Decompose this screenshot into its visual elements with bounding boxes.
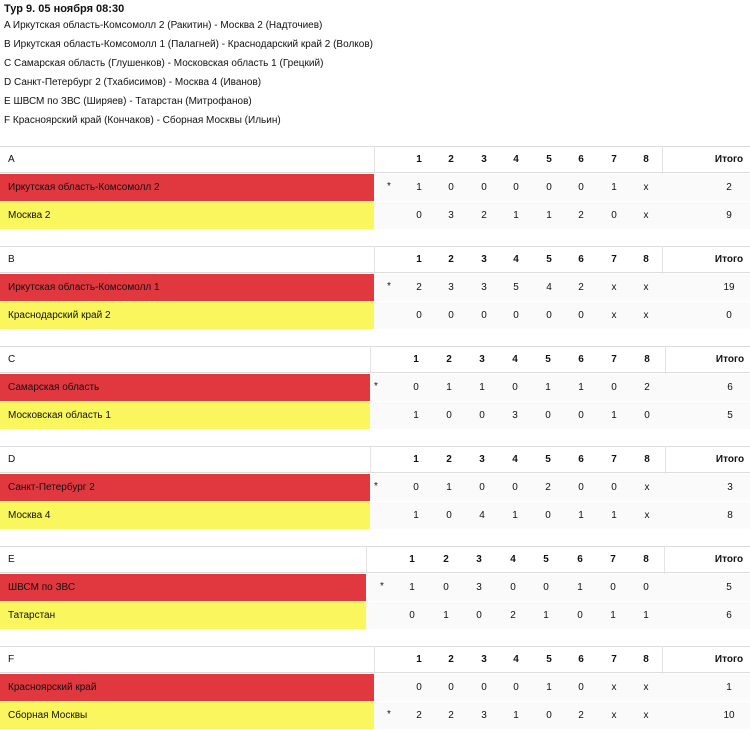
score-cell: 0 — [513, 310, 519, 321]
team-name: Сборная Москвы — [0, 702, 374, 729]
team-name: Москва 2 — [0, 202, 374, 229]
total-header: Итого — [715, 454, 745, 465]
match-line: E ШВСМ по ЗВС (Ширяев) - Татарстан (Митрофанов) — [4, 96, 252, 107]
total-header: Итого — [715, 354, 745, 365]
total-header: Итого — [714, 254, 744, 265]
stage-table — [0, 646, 750, 730]
score-cell: x — [643, 282, 649, 293]
score-cell: 0 — [545, 410, 551, 421]
score-cell: 0 — [448, 182, 454, 193]
score-cell: x — [643, 682, 649, 693]
total-cell: 0 — [726, 310, 732, 321]
score-cell: 1 — [577, 582, 583, 593]
column-header: 7 — [611, 154, 617, 165]
score-cell: 0 — [610, 582, 616, 593]
score-cell: 0 — [644, 410, 650, 421]
match-line: A Иркутская область-Комсомолл 2 (Ракитин) - Москва 2 (Надточиев) — [4, 20, 323, 31]
column-header: 7 — [610, 554, 616, 565]
score-cell: 2 — [416, 282, 422, 293]
column-divider — [374, 647, 375, 674]
column-header: 3 — [481, 254, 487, 265]
total-cell: 2 — [726, 182, 732, 193]
column-header: 8 — [643, 254, 649, 265]
team-row — [0, 602, 750, 629]
score-cell: 0 — [416, 210, 422, 221]
column-divider — [366, 547, 367, 574]
column-header: 3 — [476, 554, 482, 565]
score-cell: 0 — [481, 682, 487, 693]
team-row — [0, 702, 750, 729]
column-header: 5 — [546, 654, 552, 665]
score-cell: 3 — [448, 282, 454, 293]
team-row — [0, 374, 750, 401]
stage-label: B — [8, 254, 15, 265]
score-cell: 3 — [481, 710, 487, 721]
team-name: Краснодарский край 2 — [0, 302, 374, 329]
score-cell: 1 — [512, 510, 518, 521]
stage-label: E — [8, 554, 15, 565]
score-cell: 0 — [448, 682, 454, 693]
score-cell: 1 — [416, 182, 422, 193]
column-header: 4 — [513, 154, 519, 165]
score-cell: 0 — [578, 482, 584, 493]
score-cell: 0 — [578, 682, 584, 693]
stage-header-row — [0, 346, 750, 373]
score-cell: 0 — [416, 682, 422, 693]
first-move-mark: * — [387, 181, 391, 192]
score-cell: x — [643, 710, 649, 721]
team-row — [0, 402, 750, 429]
score-cell: 0 — [479, 482, 485, 493]
column-divider — [664, 547, 665, 574]
team-name: Иркутская область-Комсомолл 2 — [0, 174, 374, 201]
score-cell: 1 — [513, 710, 519, 721]
score-cell: x — [611, 310, 617, 321]
score-cell: 1 — [545, 382, 551, 393]
column-divider — [374, 247, 375, 274]
score-cell: 0 — [512, 382, 518, 393]
score-cell: 0 — [476, 610, 482, 621]
stage-label: C — [8, 354, 16, 365]
team-row — [0, 174, 750, 201]
stage-table — [0, 346, 750, 430]
score-cell: 1 — [443, 610, 449, 621]
score-cell: 0 — [543, 582, 549, 593]
team-row — [0, 474, 750, 501]
total-cell: 10 — [723, 710, 735, 721]
score-cell: 1 — [446, 382, 452, 393]
column-divider — [665, 347, 666, 374]
score-cell: 1 — [611, 510, 617, 521]
score-cell: x — [643, 182, 649, 193]
score-cell: 1 — [413, 510, 419, 521]
column-header: 5 — [543, 554, 549, 565]
column-header: 1 — [416, 154, 422, 165]
column-header: 8 — [643, 554, 649, 565]
total-cell: 5 — [727, 410, 733, 421]
score-cell: 0 — [513, 682, 519, 693]
column-header: 6 — [577, 554, 583, 565]
team-name: Иркутская область-Комсомолл 1 — [0, 274, 374, 301]
team-row — [0, 274, 750, 301]
score-cell: 1 — [611, 410, 617, 421]
team-name: Татарстан — [0, 602, 366, 629]
column-header: 5 — [545, 354, 551, 365]
column-header: 4 — [513, 254, 519, 265]
score-cell: 5 — [513, 282, 519, 293]
score-cell: x — [611, 282, 617, 293]
score-cell: 1 — [543, 610, 549, 621]
score-cell: 0 — [513, 182, 519, 193]
column-header: 1 — [413, 454, 419, 465]
header — [4, 2, 373, 130]
team-row — [0, 202, 750, 229]
score-cell: 0 — [481, 182, 487, 193]
stage-header-row — [0, 546, 750, 573]
score-cell: 0 — [546, 310, 552, 321]
score-cell: 1 — [611, 182, 617, 193]
team-row — [0, 502, 750, 529]
score-cell: 1 — [409, 582, 415, 593]
column-header: 5 — [545, 454, 551, 465]
column-header: 4 — [513, 654, 519, 665]
score-cell: 3 — [481, 282, 487, 293]
score-cell: 3 — [512, 410, 518, 421]
score-cell: 1 — [578, 510, 584, 521]
column-divider — [374, 147, 375, 174]
column-header: 4 — [512, 354, 518, 365]
column-header: 6 — [578, 454, 584, 465]
stage-label: D — [8, 454, 16, 465]
score-cell: 0 — [443, 582, 449, 593]
score-cell: 1 — [643, 610, 649, 621]
column-header: 8 — [643, 154, 649, 165]
stage-header-row — [0, 446, 750, 473]
first-move-mark: * — [387, 281, 391, 292]
score-cell: 1 — [513, 210, 519, 221]
score-cell: 1 — [479, 382, 485, 393]
stage-table — [0, 446, 750, 530]
score-cell: 0 — [643, 582, 649, 593]
score-cell: 2 — [545, 482, 551, 493]
column-divider — [370, 347, 371, 374]
score-cell: 0 — [611, 482, 617, 493]
score-cell: 2 — [416, 710, 422, 721]
column-header: 1 — [416, 654, 422, 665]
column-header: 6 — [578, 654, 584, 665]
total-cell: 8 — [727, 510, 733, 521]
column-header: 2 — [448, 254, 454, 265]
stage-header-row — [0, 146, 750, 173]
column-header: 7 — [611, 454, 617, 465]
column-header: 2 — [443, 554, 449, 565]
score-cell: x — [643, 310, 649, 321]
column-header: 3 — [481, 154, 487, 165]
score-cell: x — [611, 682, 617, 693]
stage-header-row — [0, 646, 750, 673]
score-cell: 0 — [611, 382, 617, 393]
column-divider — [370, 447, 371, 474]
score-cell: 2 — [644, 382, 650, 393]
column-header: 6 — [578, 154, 584, 165]
score-cell: 0 — [413, 482, 419, 493]
column-header: 8 — [644, 354, 650, 365]
score-cell: 0 — [413, 382, 419, 393]
first-move-mark: * — [374, 381, 378, 392]
stage-label: A — [8, 154, 15, 165]
column-header: 7 — [611, 354, 617, 365]
score-cell: x — [644, 482, 650, 493]
tour-title: Тур 9. 05 ноября 08:30 — [4, 3, 125, 15]
score-cell: x — [643, 210, 649, 221]
total-header: Итого — [714, 554, 744, 565]
first-move-mark: * — [380, 581, 384, 592]
stage-table — [0, 246, 750, 330]
stage-table — [0, 146, 750, 230]
column-divider — [662, 147, 663, 174]
team-row — [0, 302, 750, 329]
column-header: 3 — [479, 454, 485, 465]
team-name: Самарская область — [0, 374, 370, 401]
column-header: 2 — [446, 354, 452, 365]
score-cell: x — [644, 510, 650, 521]
column-header: 1 — [413, 354, 419, 365]
score-cell: 0 — [611, 210, 617, 221]
total-cell: 1 — [726, 682, 732, 693]
score-cell: 0 — [481, 310, 487, 321]
column-header: 1 — [409, 554, 415, 565]
stage-label: F — [8, 654, 15, 665]
score-cell: 0 — [546, 182, 552, 193]
score-cell: 0 — [512, 482, 518, 493]
column-header: 3 — [481, 654, 487, 665]
score-cell: 1 — [610, 610, 616, 621]
column-header: 1 — [416, 254, 422, 265]
score-cell: 0 — [546, 710, 552, 721]
column-header: 6 — [578, 254, 584, 265]
column-header: 2 — [448, 154, 454, 165]
team-row — [0, 574, 750, 601]
column-header: 8 — [644, 454, 650, 465]
score-cell: 1 — [546, 210, 552, 221]
total-cell: 19 — [723, 282, 735, 293]
score-cell: 0 — [448, 310, 454, 321]
column-header: 4 — [510, 554, 516, 565]
score-cell: 2 — [578, 282, 584, 293]
score-cell: 3 — [476, 582, 482, 593]
column-header: 6 — [578, 354, 584, 365]
column-header: 7 — [611, 654, 617, 665]
match-line: F Красноярский край (Кончаков) - Сборная Москвы (Ильин) — [4, 115, 281, 126]
score-cell: 0 — [545, 510, 551, 521]
match-line: D Санкт-Петербург 2 (Тхабисимов) - Москва 4 (Иванов) — [4, 77, 262, 88]
score-cell: 0 — [409, 610, 415, 621]
score-cell: 0 — [577, 610, 583, 621]
team-name: ШВСМ по ЗВС — [0, 574, 366, 601]
score-cell: 1 — [446, 482, 452, 493]
total-cell: 5 — [726, 582, 732, 593]
stage-table — [0, 546, 750, 630]
total-cell: 9 — [726, 210, 732, 221]
column-divider — [665, 447, 666, 474]
score-cell: x — [611, 710, 617, 721]
match-line: C Самарская область (Глушенков) - Московская область 1 (Грецкий) — [4, 58, 324, 69]
column-divider — [662, 247, 663, 274]
score-cell: 2 — [578, 710, 584, 721]
column-header: 4 — [512, 454, 518, 465]
score-cell: 2 — [481, 210, 487, 221]
column-header: 2 — [446, 454, 452, 465]
score-cell: 0 — [578, 310, 584, 321]
total-cell: 3 — [727, 482, 733, 493]
column-header: 8 — [643, 654, 649, 665]
stage-header-row — [0, 246, 750, 273]
score-cell: 2 — [510, 610, 516, 621]
column-header: 3 — [479, 354, 485, 365]
score-cell: 0 — [446, 410, 452, 421]
score-cell: 3 — [448, 210, 454, 221]
score-cell: 0 — [578, 182, 584, 193]
column-header: 2 — [448, 654, 454, 665]
column-header: 7 — [611, 254, 617, 265]
team-name: Московская область 1 — [0, 402, 370, 429]
total-header: Итого — [714, 654, 744, 665]
first-move-mark: * — [374, 481, 378, 492]
score-cell: 0 — [446, 510, 452, 521]
score-cell: 0 — [479, 410, 485, 421]
score-cell: 2 — [578, 210, 584, 221]
total-cell: 6 — [727, 382, 733, 393]
total-header: Итого — [714, 154, 744, 165]
score-cell: 1 — [546, 682, 552, 693]
score-cell: 4 — [479, 510, 485, 521]
column-header: 5 — [546, 154, 552, 165]
team-name: Красноярский край — [0, 674, 374, 701]
first-move-mark: * — [387, 709, 391, 720]
column-divider — [662, 647, 663, 674]
column-header: 5 — [546, 254, 552, 265]
team-name: Санкт-Петербург 2 — [0, 474, 370, 501]
team-name: Москва 4 — [0, 502, 370, 529]
match-line: B Иркутская область-Комсомолл 1 (Палагней) - Краснодарский край 2 (Волков) — [4, 39, 373, 50]
team-row — [0, 674, 750, 701]
score-cell: 2 — [448, 710, 454, 721]
score-cell: 1 — [578, 382, 584, 393]
score-cell: 0 — [578, 410, 584, 421]
score-cell: 4 — [546, 282, 552, 293]
total-cell: 6 — [726, 610, 732, 621]
score-cell: 0 — [416, 310, 422, 321]
score-cell: 0 — [510, 582, 516, 593]
score-cell: 1 — [413, 410, 419, 421]
